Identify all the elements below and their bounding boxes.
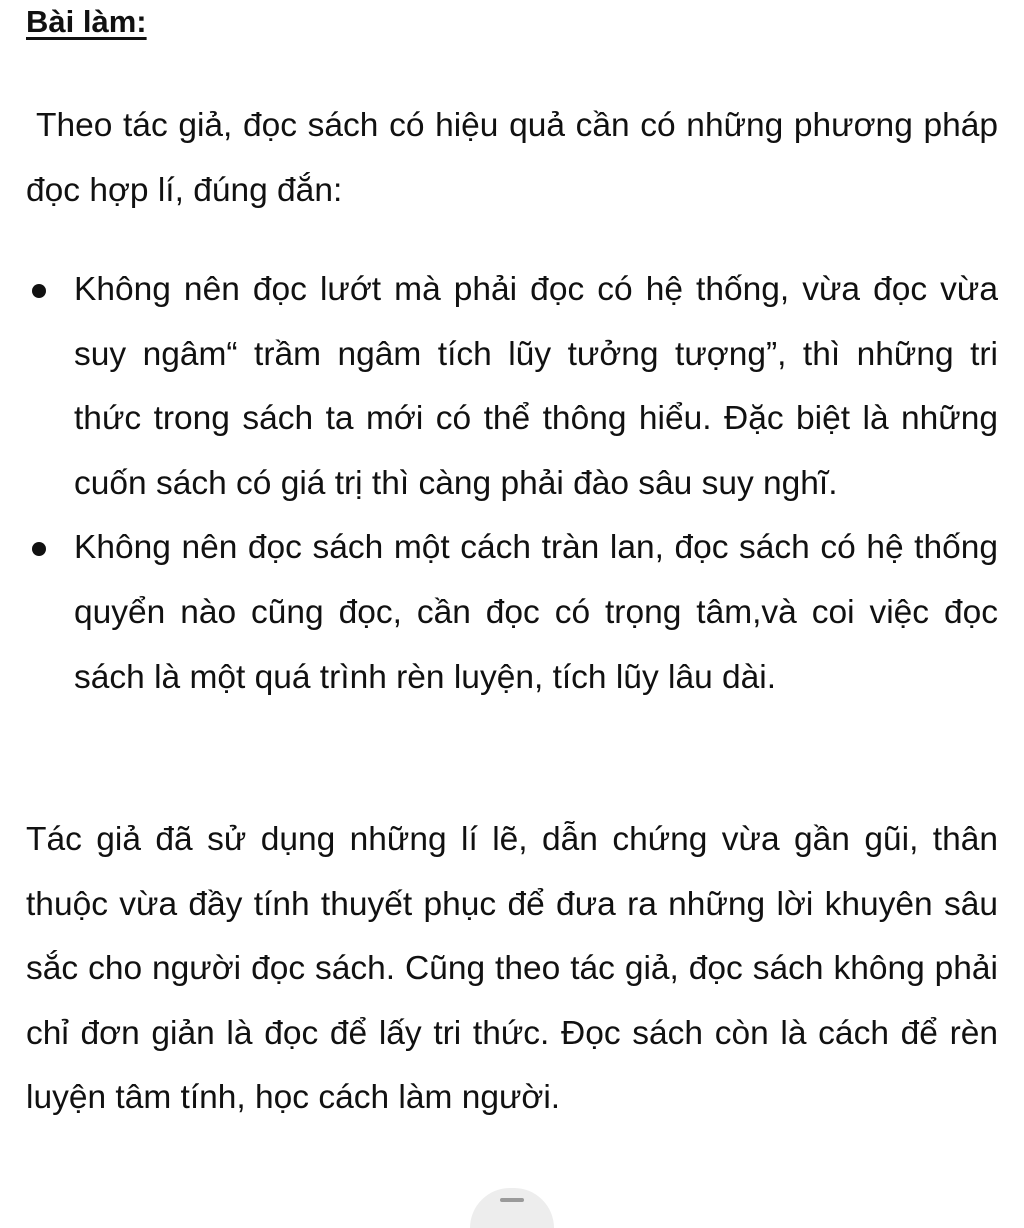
bottom-sheet-handle[interactable] — [470, 1188, 554, 1228]
bullet-dot-icon — [32, 542, 46, 556]
intro-paragraph: Theo tác giả, đọc sách có hiệu quả cần có những phương pháp đọc hợp lí, đúng đắn: — [26, 107, 998, 209]
bullet-list — [26, 258, 998, 710]
list-item — [26, 258, 998, 516]
bullet-dot-icon — [32, 284, 46, 298]
list-item — [26, 516, 998, 710]
section-heading: Bài làm: — [26, 4, 147, 39]
drag-handle-icon — [500, 1198, 524, 1202]
list-item-text: Không nên đọc lướt mà phải đọc có hệ thống, vừa đọc vừa suy ngâm“ trầm ngâm tích lũy tưởng tượng”, thì những tri thức trong sách ta mới có thể thông hiểu. Đặc biệt là những cuốn sách có giá trị thì càng phải đào sâu suy nghĩ. — [74, 271, 998, 502]
closing-paragraph: Tác giả đã sử dụng những lí lẽ, dẫn chứng vừa gần gũi, thân thuộc vừa đầy tính thuyết phục để đưa ra những lời khuyên sâu sắc cho người đọc sách. Cũng theo tác giả, đọc sách không phải chỉ đơn giản là đọc để lấy tri thức. Đọc sách còn là cách để rèn luyện tâm tính, học cách làm người. — [26, 821, 998, 1117]
list-item-text: Không nên đọc sách một cách tràn lan, đọc sách có hệ thống quyển nào cũng đọc, cần đọc có trọng tâm,và coi việc đọc sách là một quá trình rèn luyện, tích lũy lâu dài. — [74, 529, 998, 696]
